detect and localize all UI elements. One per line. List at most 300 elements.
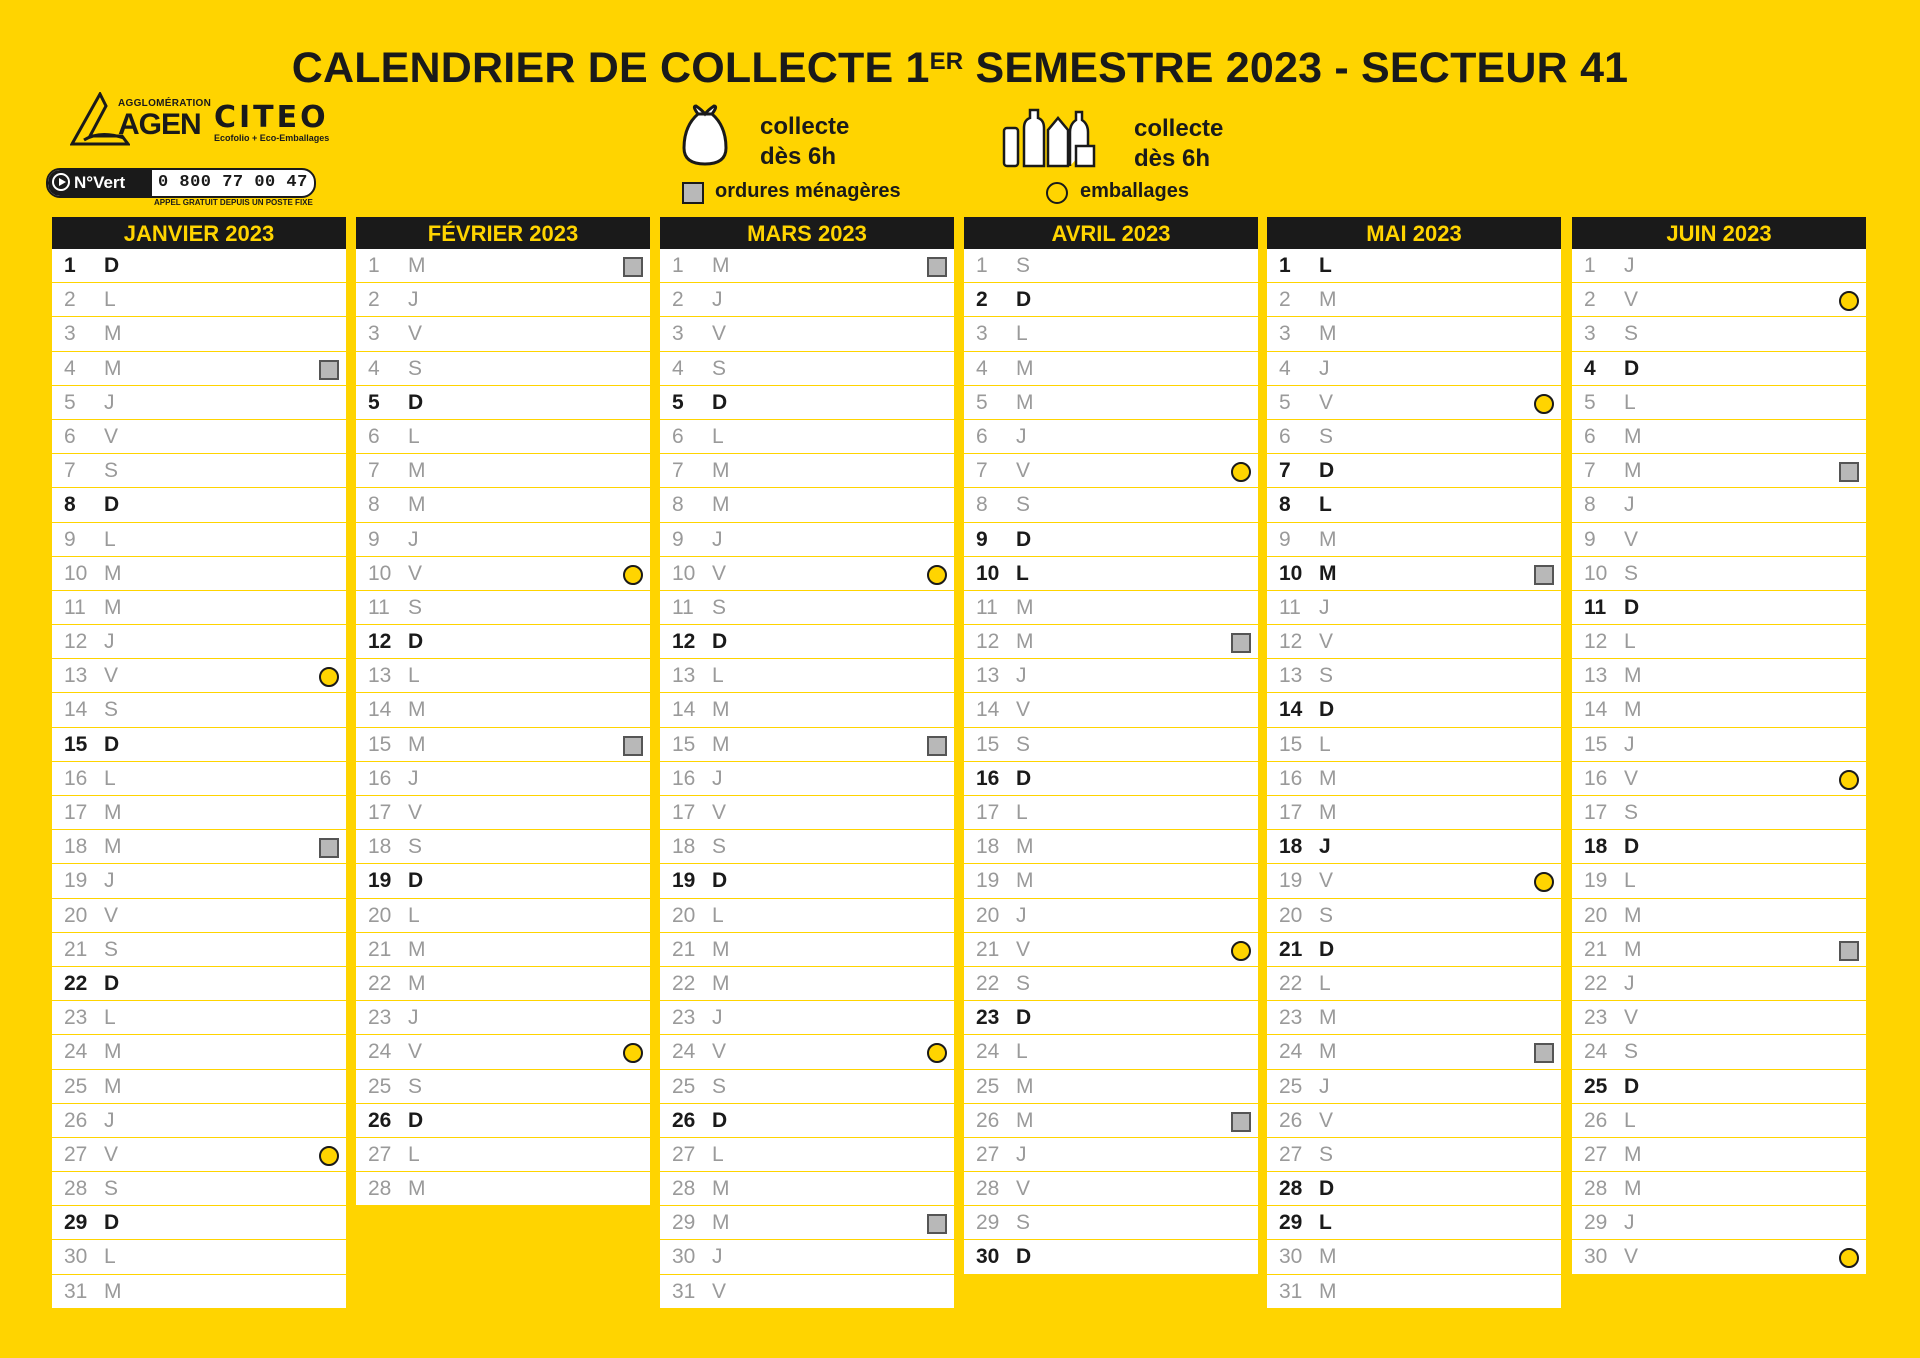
day-weekday: M <box>1319 561 1337 585</box>
day-number: 28 <box>64 1177 88 1201</box>
day-row <box>356 796 650 830</box>
day-number: 7 <box>64 459 76 483</box>
day-row <box>356 1001 650 1035</box>
day-number: 18 <box>976 835 1000 859</box>
day-weekday: L <box>104 288 116 312</box>
day-weekday: M <box>712 732 730 756</box>
legend-emb-line1: collecte <box>1134 115 1224 142</box>
day-row <box>356 899 650 933</box>
day-row <box>660 762 954 796</box>
day-number: 10 <box>672 561 696 585</box>
day-row <box>660 933 954 967</box>
day-weekday: V <box>1319 1108 1334 1132</box>
day-weekday: V <box>712 322 727 346</box>
day-weekday: J <box>1319 595 1330 619</box>
day-weekday: M <box>104 1074 122 1098</box>
day-row <box>52 249 346 283</box>
day-row <box>356 659 650 693</box>
play-icon <box>52 173 70 191</box>
day-weekday: J <box>408 1006 419 1030</box>
day-row <box>52 1035 346 1069</box>
day-number: 24 <box>1279 1040 1303 1064</box>
day-number: 23 <box>368 1006 392 1030</box>
day-number: 10 <box>368 561 392 585</box>
ordures-square-icon <box>1839 941 1859 961</box>
day-weekday: D <box>712 1108 728 1132</box>
day-row <box>660 1138 954 1172</box>
day-row <box>660 1206 954 1240</box>
day-weekday: S <box>104 1177 119 1201</box>
day-number: 3 <box>1279 322 1291 346</box>
day-weekday: L <box>712 903 724 927</box>
logos-area <box>46 90 336 210</box>
day-row <box>52 796 346 830</box>
day-number: 28 <box>976 1177 1000 1201</box>
day-number: 5 <box>1584 390 1596 414</box>
emballages-circle-icon <box>1839 1248 1859 1268</box>
day-number: 26 <box>368 1108 392 1132</box>
day-number: 6 <box>1584 424 1596 448</box>
day-weekday: J <box>408 288 419 312</box>
day-row <box>1572 728 1866 762</box>
day-number: 4 <box>368 356 380 380</box>
day-weekday: D <box>1016 1245 1032 1269</box>
day-number: 14 <box>976 698 1000 722</box>
day-weekday: D <box>408 390 424 414</box>
day-row <box>52 557 346 591</box>
day-weekday: S <box>1016 732 1031 756</box>
day-weekday: M <box>1319 1279 1337 1303</box>
day-weekday: M <box>1016 356 1034 380</box>
novert-badge <box>46 168 316 198</box>
day-weekday: V <box>408 801 423 824</box>
day-number: 16 <box>976 766 1000 790</box>
ordures-square-icon <box>623 257 643 277</box>
day-number: 8 <box>976 493 988 517</box>
day-row <box>660 728 954 762</box>
day-weekday: S <box>1624 561 1639 585</box>
day-weekday: V <box>1016 937 1031 961</box>
day-weekday: D <box>104 971 120 995</box>
day-number: 9 <box>1584 527 1596 551</box>
month-column <box>660 217 954 1309</box>
day-weekday: L <box>1319 971 1331 995</box>
day-row <box>52 625 346 659</box>
day-row <box>52 762 346 796</box>
day-weekday: V <box>1624 1245 1639 1269</box>
day-row <box>356 488 650 522</box>
day-weekday: D <box>1624 1074 1640 1098</box>
day-row <box>964 830 1258 864</box>
day-row <box>1267 523 1561 557</box>
ordures-square-icon <box>319 838 339 858</box>
legend-emb-label: emballages <box>1080 180 1189 202</box>
day-number: 13 <box>1584 664 1608 688</box>
day-number: 12 <box>1584 630 1608 654</box>
day-weekday: J <box>1016 664 1027 688</box>
day-number: 7 <box>1279 459 1291 483</box>
day-weekday: M <box>408 732 426 756</box>
day-row <box>52 420 346 454</box>
day-row <box>356 386 650 420</box>
day-row <box>1572 1240 1866 1274</box>
day-weekday: L <box>104 527 116 551</box>
day-number: 29 <box>64 1211 88 1235</box>
day-weekday: D <box>104 493 120 517</box>
day-weekday: V <box>1624 527 1639 551</box>
day-number: 23 <box>672 1006 696 1030</box>
day-number: 2 <box>672 288 684 312</box>
day-weekday: D <box>1319 459 1335 483</box>
day-number: 23 <box>1584 1006 1608 1030</box>
emballages-circle-icon <box>1839 770 1859 790</box>
day-weekday: M <box>1016 595 1034 619</box>
day-weekday: M <box>712 698 730 722</box>
day-number: 24 <box>368 1040 392 1064</box>
day-weekday: D <box>1319 937 1335 961</box>
day-weekday: M <box>408 937 426 961</box>
day-weekday: J <box>1624 254 1635 277</box>
day-row <box>1267 454 1561 488</box>
day-weekday: J <box>1016 424 1027 448</box>
day-weekday: L <box>1319 1211 1332 1235</box>
day-weekday: L <box>712 1142 724 1166</box>
day-weekday: L <box>104 1245 116 1269</box>
day-number: 12 <box>1279 630 1303 654</box>
day-number: 27 <box>64 1142 88 1166</box>
day-number: 15 <box>1279 732 1303 756</box>
day-row <box>964 762 1258 796</box>
day-number: 14 <box>1584 698 1608 722</box>
day-number: 25 <box>976 1074 1000 1098</box>
day-number: 15 <box>672 732 696 756</box>
day-weekday: M <box>1624 459 1642 483</box>
day-weekday: M <box>1624 1177 1642 1201</box>
day-weekday: J <box>1319 1074 1330 1098</box>
day-number: 22 <box>1584 971 1608 995</box>
day-row <box>964 796 1258 830</box>
ordures-square-icon <box>927 1214 947 1234</box>
day-number: 15 <box>976 732 1000 756</box>
day-weekday: M <box>1016 630 1034 654</box>
day-weekday: L <box>712 664 724 688</box>
day-row <box>52 1240 346 1274</box>
day-weekday: D <box>104 1211 120 1235</box>
day-weekday: M <box>104 356 122 380</box>
day-row <box>356 625 650 659</box>
day-number: 5 <box>368 390 380 414</box>
day-row <box>1267 488 1561 522</box>
day-weekday: M <box>408 493 426 517</box>
day-number: 16 <box>64 766 88 790</box>
day-weekday: J <box>408 766 419 790</box>
day-number: 10 <box>1279 561 1303 585</box>
day-number: 12 <box>672 630 696 654</box>
day-number: 22 <box>368 971 392 995</box>
day-number: 8 <box>368 493 380 517</box>
day-weekday: M <box>1319 801 1337 824</box>
day-row <box>356 933 650 967</box>
day-weekday: J <box>712 1245 723 1269</box>
day-row <box>1572 1070 1866 1104</box>
day-number: 4 <box>976 356 988 380</box>
day-row <box>1267 317 1561 351</box>
day-row <box>1572 659 1866 693</box>
day-row <box>356 454 650 488</box>
day-number: 20 <box>672 903 696 927</box>
day-row <box>964 967 1258 1001</box>
day-weekday: M <box>1624 903 1642 927</box>
day-row <box>660 420 954 454</box>
day-number: 14 <box>368 698 392 722</box>
day-number: 10 <box>64 561 88 585</box>
day-weekday: M <box>1319 288 1337 312</box>
day-row <box>52 967 346 1001</box>
ordures-square-icon <box>927 257 947 277</box>
day-number: 6 <box>64 424 76 448</box>
day-weekday: S <box>104 937 119 961</box>
day-weekday: J <box>712 766 723 790</box>
day-number: 18 <box>1584 835 1608 859</box>
day-weekday: S <box>712 1074 727 1098</box>
day-number: 17 <box>368 801 392 824</box>
day-row <box>356 283 650 317</box>
day-weekday: J <box>712 288 723 312</box>
day-row <box>52 386 346 420</box>
day-weekday: M <box>712 937 730 961</box>
day-row <box>1267 1172 1561 1206</box>
day-row <box>964 454 1258 488</box>
day-row <box>356 591 650 625</box>
day-row <box>52 454 346 488</box>
day-weekday: S <box>712 356 727 380</box>
month-column <box>1267 217 1561 1309</box>
day-weekday: V <box>408 322 423 346</box>
day-number: 9 <box>976 527 988 551</box>
day-weekday: V <box>104 664 119 688</box>
day-number: 27 <box>1584 1142 1608 1166</box>
day-row <box>660 659 954 693</box>
legend-square-icon <box>682 182 704 204</box>
emballages-circle-icon <box>319 1146 339 1166</box>
day-number: 17 <box>976 801 1000 824</box>
day-number: 21 <box>1584 937 1608 961</box>
day-weekday: D <box>1624 595 1640 619</box>
day-weekday: M <box>1319 766 1337 790</box>
day-row <box>964 317 1258 351</box>
day-number: 4 <box>1584 356 1596 380</box>
day-number: 17 <box>672 801 696 824</box>
day-row <box>52 864 346 898</box>
day-weekday: V <box>1624 288 1639 312</box>
day-weekday: M <box>712 1177 730 1201</box>
ordures-square-icon <box>1839 462 1859 482</box>
day-weekday: J <box>408 527 419 551</box>
day-row <box>1572 317 1866 351</box>
ordures-square-icon <box>1231 1112 1251 1132</box>
day-weekday: M <box>408 698 426 722</box>
day-weekday: D <box>1319 1177 1335 1201</box>
day-row <box>660 796 954 830</box>
citeo-logo-sub: Ecofolio + Eco-Emballages <box>214 133 330 143</box>
day-row <box>1267 1206 1561 1240</box>
day-number: 21 <box>1279 937 1303 961</box>
day-weekday: J <box>1016 903 1027 927</box>
day-row <box>1267 864 1561 898</box>
day-number: 2 <box>64 288 76 312</box>
day-number: 11 <box>368 595 390 619</box>
day-weekday: J <box>712 527 723 551</box>
day-number: 11 <box>64 595 86 619</box>
day-number: 20 <box>368 903 392 927</box>
day-weekday: J <box>712 1006 723 1030</box>
day-row <box>1572 420 1866 454</box>
day-weekday: V <box>104 1142 119 1166</box>
day-number: 11 <box>976 595 998 619</box>
day-weekday: D <box>712 630 728 654</box>
day-weekday: M <box>1016 835 1034 859</box>
day-weekday: M <box>712 254 730 277</box>
day-number: 6 <box>976 424 988 448</box>
day-number: 2 <box>1584 288 1596 312</box>
day-weekday: S <box>1624 801 1639 824</box>
ordures-square-icon <box>927 736 947 756</box>
day-weekday: S <box>1319 903 1334 927</box>
day-weekday: M <box>408 971 426 995</box>
day-weekday: M <box>1016 1108 1034 1132</box>
day-weekday: L <box>712 424 724 448</box>
day-row <box>964 1070 1258 1104</box>
day-number: 19 <box>368 869 392 893</box>
day-weekday: S <box>1016 254 1031 277</box>
day-weekday: D <box>1016 766 1032 790</box>
day-number: 15 <box>1584 732 1608 756</box>
day-row <box>52 1138 346 1172</box>
day-row <box>964 488 1258 522</box>
day-weekday: M <box>104 1040 122 1064</box>
day-number: 7 <box>976 459 988 483</box>
day-row <box>964 1035 1258 1069</box>
day-number: 26 <box>1279 1108 1303 1132</box>
day-row <box>964 386 1258 420</box>
day-row <box>1267 1275 1561 1309</box>
day-weekday: J <box>1624 1211 1635 1235</box>
day-row <box>1572 762 1866 796</box>
day-number: 21 <box>976 937 1000 961</box>
day-row <box>356 693 650 727</box>
day-number: 26 <box>672 1108 696 1132</box>
day-row <box>1572 796 1866 830</box>
trash-bag-icon <box>680 104 730 168</box>
day-number: 27 <box>976 1142 1000 1166</box>
month-column <box>356 217 650 1206</box>
day-number: 31 <box>672 1279 696 1303</box>
emballages-circle-icon <box>1839 291 1859 311</box>
day-row <box>1267 249 1561 283</box>
day-number: 4 <box>672 356 684 380</box>
day-number: 3 <box>672 322 684 346</box>
day-row <box>1267 659 1561 693</box>
day-row <box>52 659 346 693</box>
day-weekday: L <box>408 903 420 927</box>
day-weekday: D <box>1016 1006 1032 1030</box>
day-row <box>1267 967 1561 1001</box>
day-weekday: M <box>1624 664 1642 688</box>
day-weekday: L <box>408 424 420 448</box>
day-row <box>356 1138 650 1172</box>
day-number: 26 <box>64 1108 88 1132</box>
day-weekday: S <box>408 1074 423 1098</box>
day-number: 12 <box>976 630 1000 654</box>
day-number: 25 <box>1279 1074 1303 1098</box>
day-row <box>52 317 346 351</box>
day-weekday: D <box>104 732 120 756</box>
day-row <box>660 249 954 283</box>
day-number: 22 <box>976 971 1000 995</box>
day-row <box>1572 830 1866 864</box>
day-weekday: J <box>104 1108 115 1132</box>
day-row <box>660 830 954 864</box>
day-row <box>1572 557 1866 591</box>
novert-label: N°Vert <box>48 170 152 196</box>
day-row <box>1572 864 1866 898</box>
day-weekday: M <box>104 322 122 346</box>
day-weekday: J <box>104 869 115 893</box>
day-number: 27 <box>368 1142 392 1166</box>
day-number: 26 <box>1584 1108 1608 1132</box>
day-weekday: S <box>1319 1142 1334 1166</box>
day-row <box>52 899 346 933</box>
day-row <box>964 933 1258 967</box>
day-row <box>52 591 346 625</box>
day-number: 14 <box>1279 698 1303 722</box>
day-row <box>52 933 346 967</box>
day-number: 2 <box>976 288 988 312</box>
day-row <box>52 693 346 727</box>
day-number: 15 <box>368 732 392 756</box>
day-row <box>964 1138 1258 1172</box>
day-weekday: M <box>104 595 122 619</box>
day-weekday: V <box>1016 1177 1031 1201</box>
day-row <box>356 728 650 762</box>
day-number: 1 <box>1584 254 1596 277</box>
day-number: 1 <box>1279 254 1291 277</box>
day-number: 2 <box>1279 288 1291 312</box>
day-number: 16 <box>1279 766 1303 790</box>
month-column <box>52 217 346 1309</box>
day-weekday: J <box>1624 493 1635 517</box>
ordures-square-icon <box>1231 633 1251 653</box>
day-row <box>660 352 954 386</box>
day-number: 16 <box>1584 766 1608 790</box>
emballages-circle-icon <box>1231 941 1251 961</box>
day-number: 4 <box>64 356 76 380</box>
day-number: 9 <box>368 527 380 551</box>
day-row <box>1572 386 1866 420</box>
day-number: 18 <box>672 835 696 859</box>
day-weekday: L <box>1016 1040 1028 1064</box>
day-row <box>964 864 1258 898</box>
day-number: 25 <box>1584 1074 1608 1098</box>
day-row <box>1572 591 1866 625</box>
day-number: 29 <box>1279 1211 1303 1235</box>
day-number: 24 <box>672 1040 696 1064</box>
day-row <box>1572 933 1866 967</box>
day-row <box>660 1240 954 1274</box>
day-weekday: J <box>1319 835 1331 859</box>
day-weekday: V <box>1319 390 1334 414</box>
day-number: 21 <box>64 937 88 961</box>
